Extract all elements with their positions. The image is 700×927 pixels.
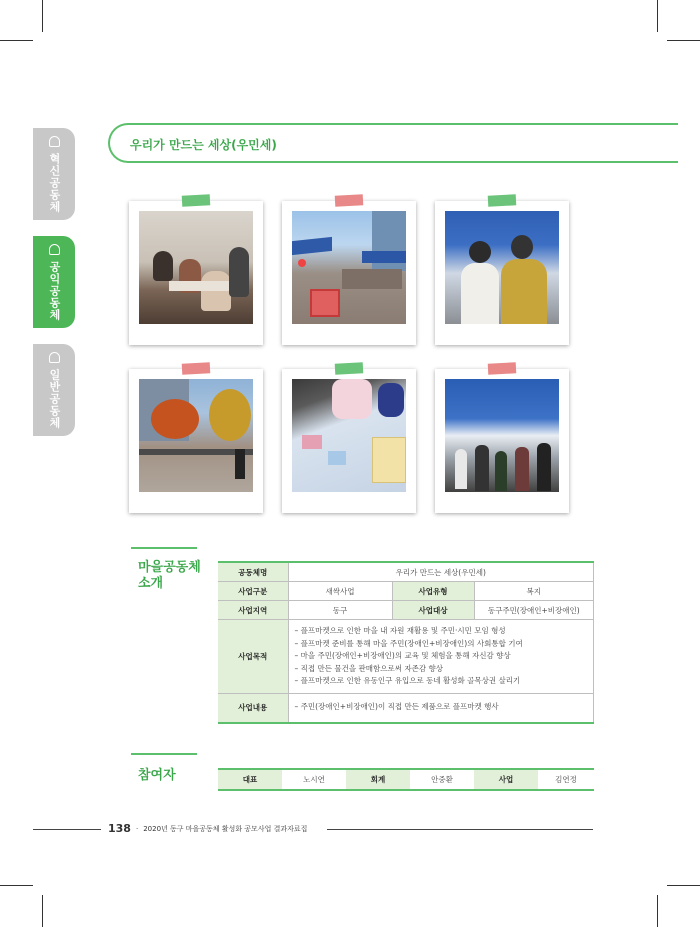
intro-table <box>218 561 594 724</box>
photo-two-participants <box>435 201 569 345</box>
crop-mark <box>667 885 700 886</box>
side-tab-innovation[interactable]: 혁신공동체 <box>33 128 75 220</box>
rep-value: 노시연 <box>282 769 346 790</box>
table-row <box>218 620 594 694</box>
crop-mark <box>657 895 658 927</box>
crop-mark <box>657 0 658 32</box>
category-label: 사업구분 <box>218 582 288 601</box>
purpose-item: – 플프마켓 준비를 통해 마을 주민(장애인+비장애인)의 사회통합 기여 <box>294 638 523 648</box>
purpose-label: 사업목적 <box>218 620 288 694</box>
photo-indoor-meeting <box>129 201 263 345</box>
section-divider <box>131 547 197 549</box>
footer-dot: · <box>135 824 139 833</box>
tape <box>335 194 364 206</box>
table-row <box>218 562 594 582</box>
type-label: 사업유형 <box>392 582 474 601</box>
purpose-item: – 마을 주민(장애인+비장애인)의 교육 및 체험을 통해 자신감 향상 <box>294 651 511 660</box>
page-number: 138 <box>108 822 131 835</box>
photo-crafts-table <box>282 369 416 513</box>
purpose-item: – 직접 만든 물건을 판매함으로써 자존감 향상 <box>294 663 443 673</box>
house-icon <box>49 136 60 147</box>
tape <box>488 194 517 206</box>
content-label: 사업내용 <box>218 693 288 723</box>
acct-value: 안중환 <box>410 769 474 790</box>
table-row <box>218 601 594 620</box>
side-tab-public[interactable]: 공익공동체 <box>33 236 75 328</box>
acct-label: 회계 <box>346 769 410 790</box>
sec-value: 김연정 <box>538 769 594 790</box>
participants-table <box>218 768 594 791</box>
name-value: 우리가 만드는 세상(우민세) <box>288 562 594 582</box>
type-value: 복지 <box>474 582 594 601</box>
crop-mark <box>0 885 33 886</box>
region-label: 사업지역 <box>218 601 288 620</box>
purpose-list <box>288 620 594 694</box>
tape <box>335 362 364 374</box>
region-value: 동구 <box>288 601 392 620</box>
page-title: 우리가 만드는 세상(우민세) <box>130 138 277 152</box>
house-icon <box>49 352 60 363</box>
intro-heading: 마을공동체 소개 <box>138 560 201 591</box>
table-row <box>218 769 594 790</box>
photo-flea-market-tents <box>282 201 416 345</box>
photo-autumn-street <box>129 369 263 513</box>
sec-label: 사업 <box>474 769 538 790</box>
participants-heading: 참여자 <box>138 768 176 783</box>
tape <box>182 362 211 374</box>
target-label: 사업대상 <box>392 601 474 620</box>
house-icon <box>49 244 60 255</box>
purpose-item: – 플프마켓으로 인한 마을 내 자원 재활용 및 주민·시민 모임 형성 <box>294 626 506 635</box>
side-tab-general[interactable]: 일반공동체 <box>33 344 75 436</box>
table-row <box>218 693 594 723</box>
section-divider <box>131 753 197 755</box>
crop-mark <box>0 40 33 41</box>
purpose-item: – 플프마켓으로 인한 유동인구 유입으로 동네 활성화 골목상권 살리기 <box>294 676 521 685</box>
footer-rule <box>327 829 593 830</box>
name-label: 공동체명 <box>218 562 288 582</box>
photo-market-crowd <box>435 369 569 513</box>
footer-text: 2020년 동구 마을공동체 활성화 공모사업 결과자료집 <box>143 824 308 833</box>
footer-rule <box>33 829 101 830</box>
table-row <box>218 582 594 601</box>
tape <box>182 194 211 206</box>
category-value: 새싹사업 <box>288 582 392 601</box>
content-value: – 주민(장애인+비장애인)이 직접 만든 제품으로 플프마켓 행사 <box>288 693 594 723</box>
rep-label: 대표 <box>218 769 282 790</box>
crop-mark <box>667 40 700 41</box>
title-bar <box>108 123 678 163</box>
crop-mark <box>42 895 43 927</box>
footer <box>108 822 307 835</box>
target-value: 동구주민(장애인+비장애인) <box>474 601 594 620</box>
tape <box>488 362 517 374</box>
crop-mark <box>42 0 43 32</box>
